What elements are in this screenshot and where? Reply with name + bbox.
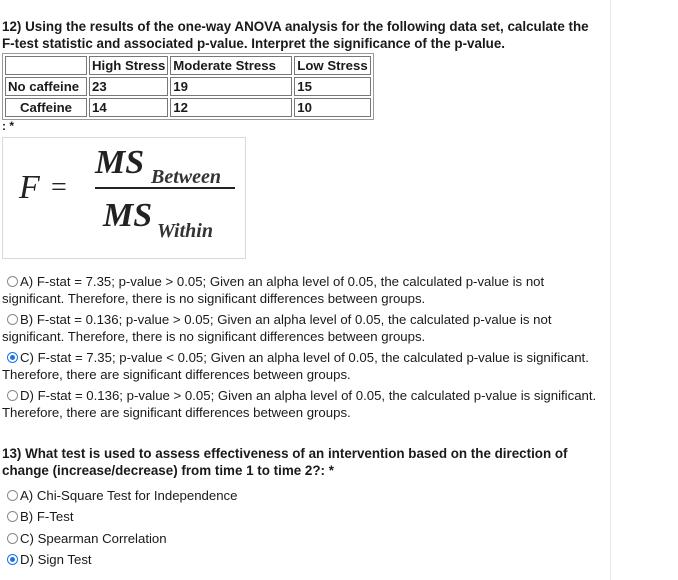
option-label: C) F-stat = 7.35; p-value < 0.05; Given an alpha level of 0.05, the calculated p-value is significant. Therefore, there are significant differences between groups. [2, 350, 589, 382]
formula-image [2, 137, 246, 259]
q13-option-b[interactable] [2, 508, 602, 525]
page-right-border [610, 0, 611, 580]
formula-numerator: MS [95, 144, 145, 181]
table-cell: 23 [89, 77, 168, 96]
option-label: D) F-stat = 0.136; p-value > 0.05; Given an alpha level of 0.05, the calculated p-value is significant. Therefore, there are significant differences between groups. [2, 388, 597, 420]
table-cell: 10 [294, 98, 370, 117]
formula-denominator-sub: Within [157, 220, 213, 242]
option-label: B) F-stat = 0.136; p-value > 0.05; Given an alpha level of 0.05, the calculated p-value is not significant. Therefore, there is no significant differences between groups. [2, 312, 552, 344]
table-cell: 15 [294, 77, 370, 96]
formula-lhs: F [19, 169, 40, 206]
table-header-moderate-stress: Moderate Stress [170, 56, 292, 75]
table-row [5, 77, 371, 96]
option-label: A) F-stat = 7.35; p-value > 0.05; Given an alpha level of 0.05, the calculated p-value is not significant. Therefore, there is no significant differences between groups. [2, 274, 545, 306]
q12-option-b[interactable] [2, 311, 602, 345]
option-label: A) Chi-Square Test for Independence [20, 488, 238, 503]
option-label: D) Sign Test [20, 552, 92, 567]
table-cell: 19 [170, 77, 292, 96]
radio-icon[interactable] [7, 490, 18, 501]
q13-option-a[interactable] [2, 487, 602, 504]
radio-icon[interactable] [7, 533, 18, 544]
q12-option-c[interactable] [2, 349, 602, 383]
required-mark: : * [2, 119, 14, 133]
radio-icon[interactable] [7, 511, 18, 522]
q12-option-a[interactable] [2, 273, 602, 307]
option-label: B) F-Test [20, 509, 74, 524]
option-label: C) Spearman Correlation [20, 531, 167, 546]
formula-equals: = [51, 172, 67, 203]
formula-denominator: MS [103, 197, 153, 234]
table-cell: 14 [89, 98, 168, 117]
table-header-row [5, 56, 371, 75]
radio-icon[interactable] [7, 390, 18, 401]
table-cell: 12 [170, 98, 292, 117]
q12-option-d[interactable] [2, 387, 602, 421]
table-header-low-stress: Low Stress [294, 56, 370, 75]
radio-checked-icon[interactable] [7, 554, 18, 565]
table-row [5, 98, 371, 117]
table-cell-row-label: No caffeine [5, 77, 87, 96]
radio-icon[interactable] [7, 276, 18, 287]
question-12-title: 12) Using the results of the one-way ANOVA analysis for the following data set, calculate the F-test statistic and associated p-value. Interpret the significance of the p-value. [2, 19, 589, 51]
question-13-title: 13) What test is used to assess effectiveness of an intervention based on the direction of change (increase/decrease) from time 1 to time 2?: * [2, 446, 568, 478]
table-header-empty [5, 56, 87, 75]
q13-option-c[interactable] [2, 530, 602, 547]
q13-option-d[interactable] [2, 551, 602, 568]
formula-numerator-sub: Between [151, 166, 221, 188]
table-header-high-stress: High Stress [89, 56, 168, 75]
f-statistic-formula [3, 138, 245, 258]
radio-icon[interactable] [7, 314, 18, 325]
table-cell-row-label: Caffeine [5, 98, 87, 117]
radio-checked-icon[interactable] [7, 352, 18, 363]
data-table [2, 53, 374, 120]
